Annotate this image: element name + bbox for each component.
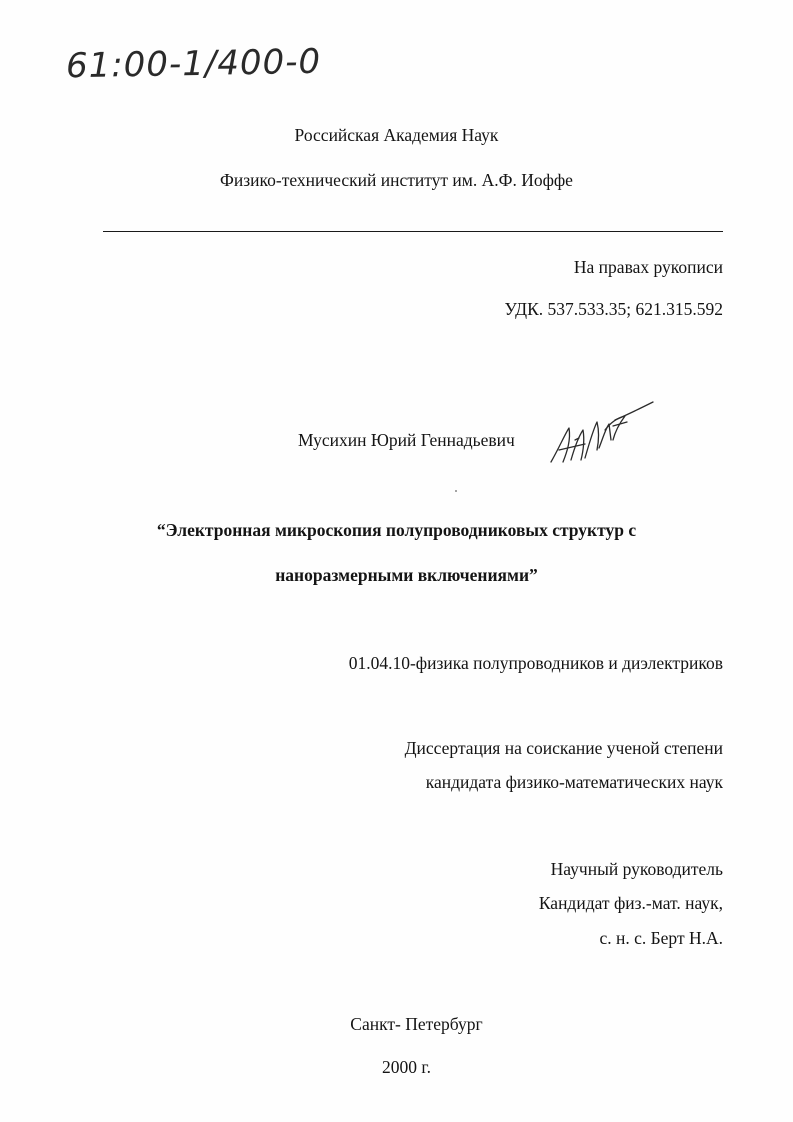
scan-speck: [455, 490, 457, 492]
academy-name: Российская Академия Наук: [294, 125, 499, 145]
header-divider: [103, 231, 723, 232]
advisor-name: с. н. с. Берт Н.А.: [599, 928, 723, 948]
udc-code: УДК. 537.533.35; 621.315.592: [504, 299, 723, 319]
specialty-code: 01.04.10-физика полупроводников и диэлектриков: [348, 653, 723, 673]
degree-line-2: кандидата физико-математических наук: [425, 772, 723, 792]
year: 2000 г.: [382, 1057, 431, 1077]
signature-icon: [545, 400, 657, 472]
archive-code-handwritten: 61:00-1/400-0: [65, 41, 322, 87]
thesis-title-line-2: наноразмерными включениями”: [275, 565, 538, 585]
city: Санкт- Петербург: [350, 1014, 483, 1034]
manuscript-note: На правах рукописи: [573, 257, 723, 277]
author-name: Мусихин Юрий Геннадьевич: [298, 430, 515, 450]
advisor-role: Научный руководитель: [550, 859, 723, 879]
degree-line-1: Диссертация на соискание ученой степени: [404, 738, 723, 758]
institute-name: Физико-технический институт им. А.Ф. Иоффе: [220, 170, 573, 190]
thesis-title-line-1: “Электронная микроскопия полупроводниковых структур с: [156, 520, 637, 540]
advisor-rank: Кандидат физ.-мат. наук,: [538, 893, 723, 913]
